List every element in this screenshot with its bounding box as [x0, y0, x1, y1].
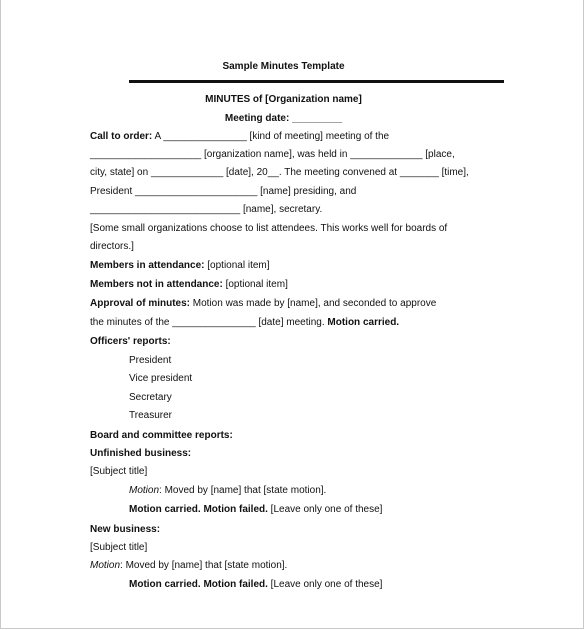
members-attendance-value: [optional item] [204, 260, 270, 271]
motion-text-2: : Moved by [name] that [state motion]. [120, 560, 288, 571]
new-business-label: New business: [90, 524, 161, 535]
board-reports-label: Board and committee reports: [90, 430, 233, 441]
approval-text: Motion was made by [name], and seconded to approve [190, 298, 437, 309]
motion-result-note: [Leave only one of these] [267, 504, 383, 515]
members-attendance-line [90, 260, 270, 272]
motion-result-2: Motion carried. Motion failed. [129, 579, 268, 590]
subject-title: [Subject title] [90, 466, 148, 477]
motion-label: Motion [129, 485, 160, 496]
officer-item: Secretary [129, 392, 172, 403]
approval-line-1 [90, 298, 436, 310]
body-line-3: city, state] on _____________ [date], 20__. The meeting convened at _______ [time], [90, 167, 469, 178]
officer-item: Vice president [129, 373, 193, 384]
approval-text-2: the minutes of the _______________ [date] meeting. [90, 317, 328, 328]
body-line-4: President ______________________ [name] presiding, and [90, 186, 357, 197]
motion-line [129, 485, 326, 497]
motion-result: Motion carried. Motion failed. [129, 504, 268, 515]
attendees-note-line-2: directors.] [90, 241, 134, 252]
document-title: Sample Minutes Template [222, 61, 345, 72]
motion-line-2 [90, 560, 287, 572]
body-line-5: ___________________________ [name], secretary. [90, 204, 323, 215]
body-line-2: ____________________ [organization name], was held in _____________ [place, [90, 149, 455, 160]
motion-label-2: Motion [90, 560, 121, 571]
subject-title-2: [Subject title] [90, 542, 148, 553]
approval-line-2 [90, 317, 399, 329]
members-not-attendance-label: Members not in attendance: [90, 279, 223, 290]
motion-result-note-2: [Leave only one of these] [267, 579, 383, 590]
officers-label: Officers' reports: [90, 336, 171, 347]
approval-label: Approval of minutes: [90, 298, 191, 309]
members-not-attendance-line [90, 279, 288, 291]
approval-result: Motion carried. [327, 317, 400, 328]
attendees-note-line-1: [Some small organizations choose to list attendees. This works well for boards of [90, 223, 448, 234]
officer-item: Treasurer [129, 410, 172, 421]
members-attendance-label: Members in attendance: [90, 260, 205, 271]
call-to-order-line [90, 131, 389, 143]
meeting-date: Meeting date: _________ [224, 113, 343, 124]
officer-item: President [129, 355, 172, 366]
unfinished-business-label: Unfinished business: [90, 448, 192, 459]
minutes-heading: MINUTES of [Organization name] [205, 94, 362, 105]
title-rule [129, 80, 504, 83]
call-to-order-text: A _______________ [kind of meeting] meeting of the [152, 131, 390, 142]
call-to-order-label: Call to order: [90, 131, 153, 142]
motion-result-line-2 [129, 579, 382, 591]
motion-text: : Moved by [name] that [state motion]. [159, 485, 327, 496]
motion-result-line [129, 504, 382, 516]
members-not-attendance-value: [optional item] [222, 279, 288, 290]
